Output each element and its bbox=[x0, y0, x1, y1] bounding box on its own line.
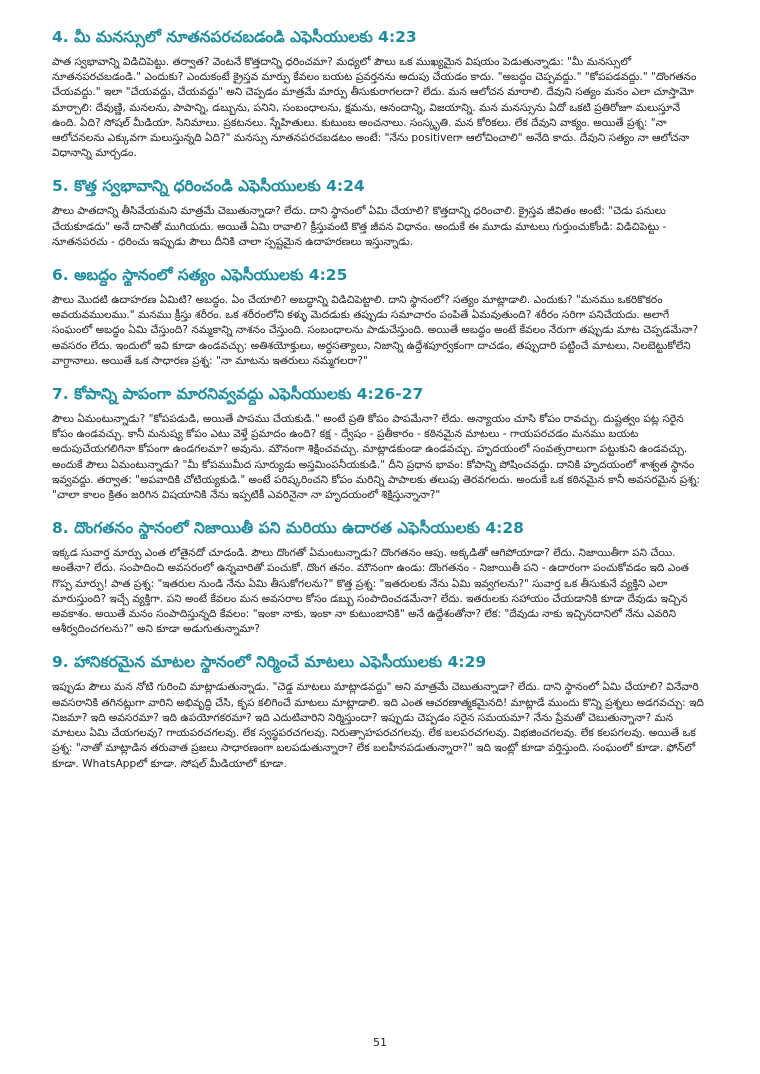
section-put-on-new-self bbox=[52, 175, 708, 250]
section-heading: 6. అబద్ధం స్థానంలో సత్యం ఎఫెసీయులకు 4:25 bbox=[52, 266, 348, 285]
section-building-words bbox=[52, 651, 708, 771]
section-body: ఇక్కడ సువార్త మార్పు ఎంత లోతైనదో చూడండి. పౌలు దొంగతో ఏమంటున్నాడు? దొంగతనం ఆపు. అక్కడితో ఆగిపోయాడా? లేదు. నిజాయితీగా పని చేయి. అంతేనా? లేదు. సంపాదించి అవసరంలో ఉన్నవారితో పంచుకో. దొంగ తనం. మౌనంగా ఉండు: దొంగతనం - నిజాయితీ పని - ఉదారంగా పంచుకోవడం ఇది ఎంత గొప్ప మార్పు! పాత ప్రశ్న: "ఇతరుల నుండి నేను ఏమి తీసుకోగలను?" కొత్త ప్రశ్న: "ఇతరులకు నేను ఏమి ఇవ్వగలను?" సువార్త ఒక తీసుకునే వ్యక్తిని ఎలా మారుస్తుంది? ఇచ్చే వ్యక్తిగా. పని అంటే కేవలం మన అవసరాల కోసం డబ్బు సంపాదించడమేనా? లేదు. ఇతరులకు సహాయం చేయడానికి కూడా దేవుడు ఇచ్చిన అవకాశం. అయితే మనం సంపాదిస్తున్నది కేవలం: "ఇంకా నాకు, ఇంకా నా కుటుంబానికి" అనే ఉద్దేశంతోనా? లేక: "దేవుడు నాకు ఇచ్చినదానిలో నేను ఎవరిని ఆశీర్వదించగలను?" అని కూడా అడుగుతున్నామా? bbox=[52, 547, 689, 636]
section-heading: 4. మీ మనస్సులో నూతనపరచబడండి ఎఫెసీయులకు 4:23 bbox=[52, 28, 417, 46]
section-heading: 8. దొంగతనం స్థానంలో నిజాయితీ పని మరియు ఉదారత ఎఫెసీయులకు 4:28 bbox=[52, 519, 524, 538]
page-number: 51 bbox=[373, 1036, 387, 1049]
section-body: ఇప్పుడు పౌలు మన నోటి గురించి మాట్లాడుతున్నాడు. "చెడ్డ మాటలు మాట్లాడవద్దు" అని మాత్రమే చెబుతున్నాడా? లేదు. దాని స్థానంలో ఏమి చేయాలి? వినేవారి అవసరానికి తగినట్లుగా వారిని అభివృద్ధి చేసి, కృప కలిగించే మాటలు మాట్లాడాలి. ఇది ఎంత ఆచరణాత్మకమైనది! మాట్లాడే ముందు కొన్ని ప్రశ్నలు అడగవచ్చు: ఇది నిజమా? ఇది అవసరమా? ఇది ఉపయోగకరమా? ఇది ఎదుటివారిని నిర్మిస్తుందా? ఇప్పుడు చెప్పడం సరైన సమయమా? నేను ప్రేమతో చెబుతున్నానా? మన మాటలు ఏమి చేయగలవు? గాయపరచగలవు. లేక స్వస్థపరచగలవు. నిరుత్సాహపరచగలవు. లేక బలపరచగలవు. విభజించగలవు. లేక కలపగలవు. అయితే ఒక ప్రశ్న: "నాతో మాట్లాడిన తరువాత ప్రజలు సాధారణంగా బలపడుతున్నారా? లేక బలహీనపడుతున్నారా?" ఇది ఇంట్లో కూడా వర్తిస్తుంది. సంఘంలో కూడా. ఫోన్‌లో కూడా. WhatsAppలో కూడా. సోషల్ మీడియాలో కూడా. bbox=[52, 681, 704, 770]
section-body: పాత స్వభావాన్ని విడిచిపెట్టు. తర్వాత? వెంటనే కొత్తదాన్ని ధరించమా? మధ్యలో పౌలు ఒక ముఖ్యమైన విషయం పెడుతున్నాడు: "మీ మనస్సులో నూతనపరచబడండి." ఎందుకు? ఎందుకంటే క్రైస్తవ మార్పు కేవలం బయట ప్రవర్తనను అదుపు చేయడం కాదు. "అబద్ధం చెప్పవద్దు." "కోపపడవద్దు." "దొంగతనం చేయవద్దు." ఇలా "చేయవద్దు, చేయవద్దు" అని చెప్పడం మాత్రమే మార్పు తీసుకురాగలదా? లేదు. మన ఆలోచన మారాలి. దేవుని సత్యం మనం ఎలా చూస్తామో మార్చాలి: దేవుణ్ణి, మనలను, పాపాన్ని, డబ్బును, పనిని, సంబంధాలను, క్షమను, ఆనందాన్ని, విజయాన్ని. మన మనస్సును ఏదో ఒకటి ప్రతిరోజూ మలుస్తూనే ఉంది. ఏది? సోషల్ మీడియా. సినిమాలు. ప్రకటనలు. స్నేహితులు. కుటుంబ అంచనాలు. సంస్కృతి. మన కోరికలు. లేక దేవుని వాక్యం. అయితే ప్రశ్న: "నా ఆలోచనలను ఎక్కువగా మలుస్తున్నది ఏది?" మనస్సు నూతనపరచబడటం అంటే: "నేను positiveగా ఆలోచించాలి" అనేది కాదు. దేవుని సత్యం నా ఆలోచనా విధానాన్ని మార్చడం. bbox=[52, 56, 697, 160]
section-body: పౌలు పాతదాన్ని తీసివేయమని మాత్రమే చెబుతున్నాడా? లేదు. దాని స్థానంలో ఏమి చేయాలి? కొత్తదాన్ని ధరించాలి. క్రైస్తవ జీవితం అంటే: "చెడు పనులు చేయకూడదు" అనే దానితో ముగియదు. అయితే ఏమి రావాలి? క్రీస్తువంటి కొత్త జీవన విధానం. అందుకే ఈ మూడు మాటలు గుర్తుంచుకోండి: విడిచిపెట్టు - నూతనపరచు - ధరించు ఇప్పుడు పౌలు దీనికి చాలా స్పష్టమైన ఉదాహరణలు ఇస్తున్నాడు. bbox=[52, 205, 667, 248]
section-heading: 5. కొత్త స్వభావాన్ని ధరించండి ఎఫెసీయులకు 4:24 bbox=[52, 177, 365, 196]
section-heading: 9. హానికరమైన మాటల స్థానంలో నిర్మించే మాటలు ఎఫెసీయులకు 4:29 bbox=[52, 653, 487, 672]
section-heading: 7. కోపాన్ని పాపంగా మారనివ్వవద్దు ఎఫెసీయులకు 4:26-27 bbox=[52, 385, 424, 404]
section-body: పౌలు ఏమంటున్నాడు? "కోపపడుడి, అయితే పాపము చేయకుడి." అంటే ప్రతి కోపం పాపమేనా? లేదు. అన్యాయం చూసి కోపం రావచ్చు. దుష్టత్వం పట్ల సరైన కోపం ఉండవచ్చు. కానీ మనుష్య కోపం ఎటు వెళ్తే ప్రమాదం ఉంది? కక్ష - ద్వేషం - ప్రతీకారం - కఠినమైన మాటలు - గాయపరచడం మనము బయట అదుపుచేయగలిగినా కోపంగా ఉండగలమా? అవును. మౌనంగా శిక్షించవచ్చు. మాట్లాడకుండా ఉండవచ్చు. హృదయంలో సంవత్సరాలుగా పట్టుకుని ఉండవచ్చు. అందుకే పౌలు ఏమంటున్నాడు? "మీ కోపముమీద సూర్యుడు అస్తమింపనీయకుడి." దీని ప్రధాన భావం: కోపాన్ని పోషించవద్దు. దానికి హృదయంలో శాశ్వత స్థానం ఇవ్వవద్దు. తర్వాత: "అపవాదికి చోటియ్యకుడి." అంటే పరిష్కరించని కోపం మరిన్ని పాపాలకు తలుపు తెరవగలదు. అందుకే ఒక కఠినమైన కానీ అవసరమైన ప్రశ్న: "చాలా కాలం క్రితం జరిగిన విషయానికి నేను ఇప్పటికీ ఎవరినైనా నా హృదయంలో శిక్షిస్తున్నానా?" bbox=[52, 413, 701, 502]
section-honest-work bbox=[52, 517, 708, 637]
section-body: పౌలు మొదటి ఉదాహరణ ఏమిటి? అబద్ధం. ఏం చేయాలి? అబద్ధాన్ని విడిచిపెట్టాలి. దాని స్థానంలో? సత్యం మాట్లాడాలి. ఎందుకు? "మనము ఒకరికొకరం అవయవములము." మనము క్రీస్తు శరీరం. ఒక శరీరంలోని కళ్ళు మెదడుకు తప్పుడు సమాచారం పంపితే ఏమవుతుంది? శరీరం సరిగా పనిచేయదు. అలాగే సంఘంలో అబద్ధం ఏమి చేస్తుంది? నమ్మకాన్ని నాశనం చేస్తుంది. సంబంధాలను పాడుచేస్తుంది. అయితే అబద్ధం అంటే కేవలం నేరుగా తప్పుడు మాట చెప్పడమేనా? అవసరం లేదు. ఇందులో ఇవి కూడా ఉండవచ్చు: అతిశయోక్తులు, అర్ధసత్యాలు, నిజాన్ని ఉద్దేశపూర్వకంగా దాచడం, తప్పుదారి పట్టించే మాటలు, నిలబెట్టుకోలేని వాగ్దానాలు. అయితే ఒక సాధారణ ప్రశ్న: "నా మాటను ఇతరులు నమ్మగలరా?" bbox=[52, 294, 699, 367]
section-truth-instead-of-lies bbox=[52, 264, 708, 369]
section-anger bbox=[52, 383, 708, 503]
section-renew-mind bbox=[52, 26, 708, 161]
